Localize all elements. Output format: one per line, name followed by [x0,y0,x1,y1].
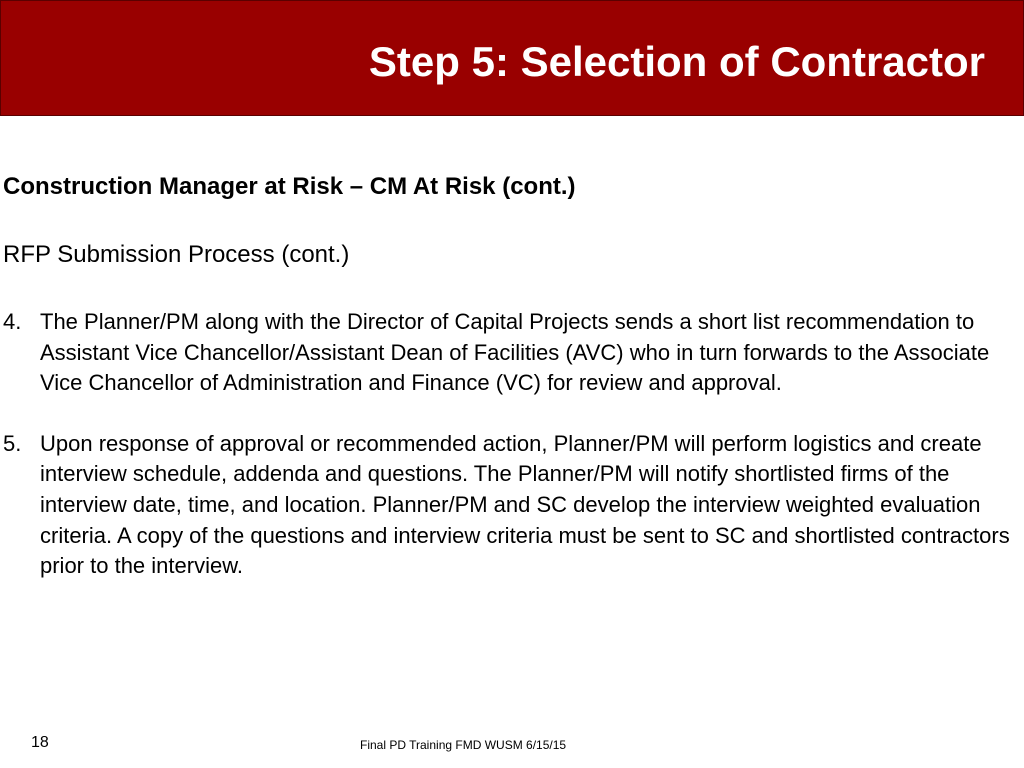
list-item-number: 5. [3,430,22,456]
footer-text: Final PD Training FMD WUSM 6/15/15 [360,738,567,752]
slide-title: Step 5: Selection of Contractor [368,38,985,85]
section-heading: RFP Submission Process (cont.) [3,241,350,268]
list-item [0,307,1024,399]
list-item-number: 4. [3,309,22,334]
numbered-list [0,307,1024,582]
list-item-text: The Planner/PM along with the Director of Capital Projects sends a short list recommendation to Assistant Vice Chancellor/Assistant Dean of Facilities (AVC) who in turn forwards to the Associate Vice Chancellor of Administration and Finance (VC) for review and approval. [40,309,990,396]
page-number: 18 [31,734,49,751]
header-bar [0,0,1024,116]
list-item-text: Upon response of approval or recommended action, Planner/PM will perform logistics and create interview schedule, addenda and questions. The Planner/PM will notify shortlisted firms of the interview date, time, and location. Planner/PM and SC develop the interview weighted evaluation criteria. A copy of the questions and interview criteria must be sent to SC and shortlisted contractors prior to the interview. [40,430,1010,579]
slide-subtitle: Construction Manager at Risk – CM At Risk (cont.) [3,173,576,200]
list-item [0,429,1024,582]
